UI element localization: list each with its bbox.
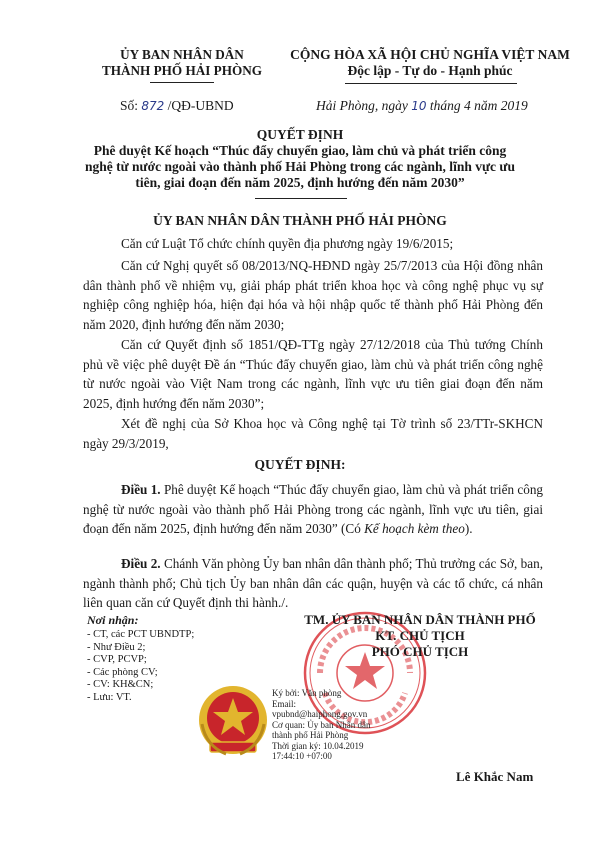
article-1-text: Phê duyệt Kế hoạch “Thúc đẩy chuyển giao, làm chủ và phát triển công nghệ từ nước ngoài vào thành phố Hải Phòng trong các ngành, lĩnh vực ưu tiên, giai đoạn đến năm 2025, định hướng đến năm 2030” (Có (83, 482, 544, 536)
digital-signature-info (272, 688, 392, 762)
recipient-item: - CT, các PCT UBNDTP; (87, 629, 195, 640)
recipient-item: - Lưu: VT. (87, 691, 132, 703)
number-prefix: Số: (120, 98, 139, 113)
article-2-text: Chánh Văn phòng Ủy ban nhân dân thành phố; Thủ trưởng các Sở, ban, ngành thành phố; Chủ tịch Ủy ban nhân dân các quận, huyện và các tổ chức, cá nhân liên quan căn cứ Quyết định thi hành./. (83, 556, 543, 610)
sig-org: Cơ quan: Ủy ban Nhân dân (272, 719, 371, 730)
signature-line2: KT. CHỦ TỊCH (375, 628, 465, 643)
motto-underline (345, 83, 517, 84)
recipients-list (87, 629, 194, 704)
issuer-line2: THÀNH PHỐ HẢI PHÒNG (101, 63, 263, 78)
title-line2: nghệ từ nước ngoài vào thành phố Hải Phòng trong các ngành, lĩnh vực ưu (84, 159, 516, 174)
recipient-item: - CVP, PCVP; (87, 654, 147, 665)
signature-line3: PHÓ CHỦ TỊCH (371, 644, 469, 659)
basis-2-text: Căn cứ Nghị quyết số 08/2013/NQ-HĐND ngày 25/7/2013 của Hội đồng nhân dân thành phố về nhiệm vụ, giải pháp phát triển khoa học và công nghệ phục vụ sự nghiệp công nghiệp hóa, hiện đại hóa và hội nhập quốc tế thành phố Hải Phòng đến năm 2020, định hướng đến năm 2030; (83, 258, 543, 332)
signer-name: Lê Khắc Nam (456, 769, 534, 784)
basis-2 (83, 256, 543, 334)
decision-heading: QUYẾT ĐỊNH (256, 127, 344, 142)
basis-1-text: Căn cứ Luật Tổ chức chính quyền địa phương ngày 19/6/2015; (121, 236, 454, 251)
article-1-end: ). (464, 521, 473, 536)
sig-time-2: 17:44:10 +07:00 (272, 751, 332, 761)
number-suffix: /QĐ-UBND (167, 98, 234, 113)
sig-time: Thời gian ký: 10.04.2019 (272, 740, 364, 751)
decision-subheading: QUYẾT ĐỊNH: (254, 457, 346, 472)
issuer-underline (150, 82, 214, 83)
article-1 (83, 480, 543, 539)
basis-4-text: Xét đề nghị của Sở Khoa học và Công nghệ tại Tờ trình số 23/TTr-SKHCN ngày 29/3/2019, (83, 416, 543, 451)
basis-3-text: Căn cứ Quyết định số 1851/QĐ-TTg ngày 27/12/2018 của Thủ tướng Chính phủ về việc phê duyệt Đề án “Thúc đẩy chuyển giao, làm chủ và phát triển công nghệ từ nước ngoài vào Việt Nam trong các ngành, lĩnh vực ưu tiên giai đoạn đến năm 2025, định hướng đến năm 2030”; (83, 337, 543, 411)
article-1-label: Điều 1. (121, 482, 161, 497)
recipients-heading: Nơi nhận: (87, 613, 139, 627)
recipient-item: - Các phòng CV; (87, 666, 158, 678)
basis-3 (83, 335, 543, 413)
article-1-attachment: Kế hoạch kèm theo (364, 521, 465, 536)
decision-title (60, 127, 540, 191)
national-name: CỘNG HÒA XÃ HỘI CHỦ NGHĨA VIỆT NAM (290, 47, 570, 62)
sig-org-2: thành phố Hải Phòng (272, 730, 349, 740)
sig-email: vpubnd@haiphong.gov.vn (272, 709, 368, 719)
basis-4 (83, 414, 543, 453)
issuer-block (92, 47, 272, 79)
number-handwritten: 872 (141, 99, 165, 113)
national-emblem-icon (196, 684, 270, 760)
recipient-item: - CV: KH&CN; (87, 679, 154, 690)
document-date (316, 98, 528, 114)
title-line3: tiên, giai đoạn đến năm 2025, định hướng đến năm 2030” (135, 175, 465, 190)
title-underline (255, 198, 347, 199)
signature-line1: TM. ỦY BAN NHÂN DÂN THÀNH PHỐ (304, 612, 536, 627)
sig-email-label: Email: (272, 698, 296, 709)
sig-signer: Ký bởi: Văn phòng (272, 688, 342, 698)
title-line1: Phê duyệt Kế hoạch “Thúc đẩy chuyển giao, làm chủ và phát triển công (93, 143, 507, 158)
date-suffix: tháng 4 năm 2019 (429, 98, 528, 113)
basis-1 (83, 234, 543, 254)
date-day-handwritten: 10 (411, 99, 427, 113)
article-2-label: Điều 2. (121, 556, 161, 571)
national-motto-block (285, 47, 575, 79)
authority-heading: ỦY BAN NHÂN DÂN THÀNH PHỐ HẢI PHÒNG (153, 213, 447, 228)
motto: Độc lập - Tự do - Hạnh phúc (347, 63, 513, 78)
issuer-line1: ỦY BAN NHÂN DÂN (120, 47, 244, 62)
signature-block (290, 612, 550, 660)
article-2 (83, 554, 543, 613)
document-number (120, 98, 234, 114)
recipient-item: - Như Điều 2; (87, 641, 146, 653)
date-prefix: Hải Phòng, ngày (316, 98, 408, 113)
